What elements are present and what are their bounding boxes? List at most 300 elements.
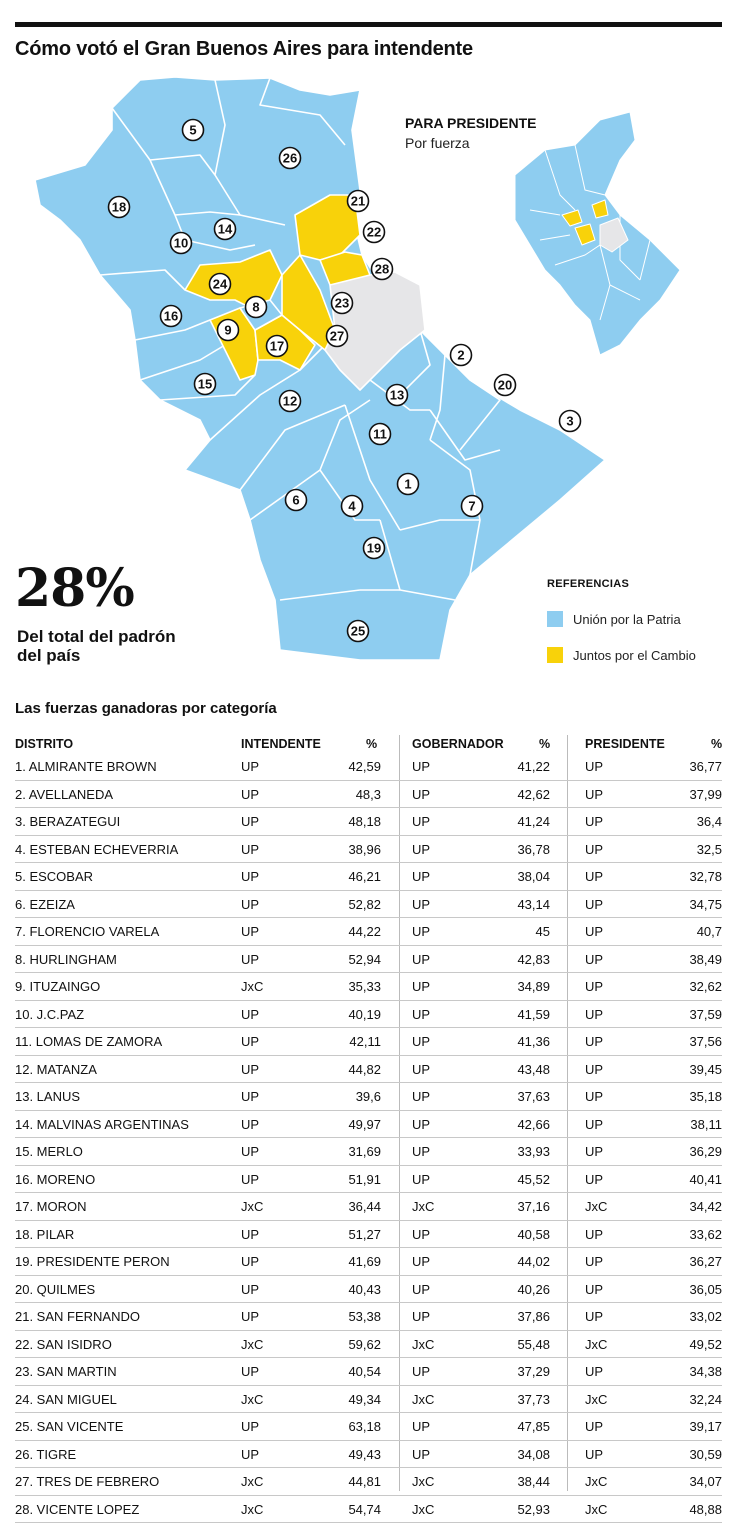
intendente-force-cell: JxC <box>241 1337 263 1352</box>
presidente-force-cell: JxC <box>585 1337 607 1352</box>
gobernador-force-cell: UP <box>412 897 430 912</box>
gobernador-force-cell: UP <box>412 1172 430 1187</box>
gobernador-pct-cell: 38,44 <box>460 1474 550 1489</box>
gobernador-force-cell: JxC <box>412 1392 434 1407</box>
presidente-pct-cell: 32,78 <box>632 869 722 884</box>
district-marker-14 <box>215 219 236 240</box>
district-marker-12 <box>280 391 301 412</box>
presidente-force-cell: UP <box>585 1117 603 1132</box>
presidente-pct-cell: 40,41 <box>632 1172 722 1187</box>
intendente-pct-cell: 48,18 <box>291 814 381 829</box>
district-cell: 28. VICENTE LOPEZ <box>15 1502 139 1517</box>
presidente-force-cell: UP <box>585 924 603 939</box>
intendente-force-cell: UP <box>241 1007 259 1022</box>
gobernador-force-cell: JxC <box>412 1474 434 1489</box>
intendente-pct-cell: 49,43 <box>291 1447 381 1462</box>
presidente-pct-cell: 38,11 <box>632 1117 722 1132</box>
gobernador-force-cell: UP <box>412 1089 430 1104</box>
presidente-pct-cell: 40,7 <box>632 924 722 939</box>
district-cell: 18. PILAR <box>15 1227 74 1242</box>
district-cell: 4. ESTEBAN ECHEVERRIA <box>15 842 178 857</box>
intendente-pct-cell: 63,18 <box>291 1419 381 1434</box>
district-marker-label: 25 <box>351 624 365 639</box>
intendente-pct-cell: 52,94 <box>291 952 381 967</box>
gobernador-force-cell: UP <box>412 787 430 802</box>
intendente-force-cell: UP <box>241 1419 259 1434</box>
table-header <box>15 735 722 753</box>
district-marker-label: 4 <box>348 499 356 514</box>
inset-sublabel: Por fuerza <box>405 135 470 151</box>
intendente-pct-cell: 40,54 <box>291 1364 381 1379</box>
gobernador-pct-cell: 40,58 <box>460 1227 550 1242</box>
district-marker-label: 15 <box>198 377 212 392</box>
table-row <box>15 808 722 836</box>
gobernador-force-cell: UP <box>412 1007 430 1022</box>
intendente-pct-cell: 46,21 <box>291 869 381 884</box>
district-cell: 19. PRESIDENTE PERON <box>15 1254 170 1269</box>
district-marker-8 <box>246 297 267 318</box>
district-cell: 22. SAN ISIDRO <box>15 1337 112 1352</box>
gobernador-force-cell: UP <box>412 979 430 994</box>
gobernador-pct-cell: 42,83 <box>460 952 550 967</box>
presidente-force-cell: JxC <box>585 1392 607 1407</box>
gobernador-force-cell: UP <box>412 869 430 884</box>
district-marker-label: 13 <box>390 388 404 403</box>
intendente-force-cell: UP <box>241 814 259 829</box>
gobernador-pct-cell: 38,04 <box>460 869 550 884</box>
intendente-pct-cell: 51,27 <box>291 1227 381 1242</box>
district-marker-16 <box>161 306 182 327</box>
district-marker-label: 26 <box>283 151 297 166</box>
district-marker-label: 17 <box>270 339 284 354</box>
table-row <box>15 1056 722 1084</box>
district-cell: 20. QUILMES <box>15 1282 95 1297</box>
district-cell: 3. BERAZATEGUI <box>15 814 120 829</box>
presidente-force-cell: UP <box>585 1419 603 1434</box>
gobernador-pct-cell: 37,16 <box>460 1199 550 1214</box>
district-cell: 24. SAN MIGUEL <box>15 1392 117 1407</box>
district-marker-label: 21 <box>351 194 365 209</box>
intendente-force-cell: UP <box>241 1144 259 1159</box>
gobernador-pct-cell: 42,66 <box>460 1117 550 1132</box>
presidente-force-cell: JxC <box>585 1502 607 1517</box>
headline-value: 28% <box>15 558 134 619</box>
district-cell: 14. MALVINAS ARGENTINAS <box>15 1117 189 1132</box>
presidente-pct-cell: 32,5 <box>632 842 722 857</box>
gobernador-force-cell: UP <box>412 1034 430 1049</box>
gobernador-pct-cell: 36,78 <box>460 842 550 857</box>
presidente-force-cell: UP <box>585 1172 603 1187</box>
table-row <box>15 973 722 1001</box>
district-cell: 5. ESCOBAR <box>15 869 93 884</box>
presidente-pct-cell: 33,62 <box>632 1227 722 1242</box>
gobernador-pct-cell: 41,36 <box>460 1034 550 1049</box>
table-body <box>15 753 722 1523</box>
intendente-pct-cell: 39,6 <box>291 1089 381 1104</box>
district-cell: 15. MERLO <box>15 1144 83 1159</box>
district-marker-18 <box>109 197 130 218</box>
presidente-force-cell: JxC <box>585 1474 607 1489</box>
table-row <box>15 946 722 974</box>
intendente-force-cell: UP <box>241 1227 259 1242</box>
gobernador-pct-cell: 41,59 <box>460 1007 550 1022</box>
table-row <box>15 1358 722 1386</box>
gobernador-pct-cell: 37,73 <box>460 1392 550 1407</box>
presidente-pct-cell: 37,99 <box>632 787 722 802</box>
intendente-force-cell: JxC <box>241 979 263 994</box>
results-table <box>15 735 722 1523</box>
district-marker-label: 1 <box>404 477 411 492</box>
presidente-force-cell: UP <box>585 1007 603 1022</box>
gobernador-force-cell: UP <box>412 759 430 774</box>
district-cell: 6. EZEIZA <box>15 897 75 912</box>
table-row <box>15 1248 722 1276</box>
table-row <box>15 1221 722 1249</box>
presidente-force-cell: UP <box>585 1254 603 1269</box>
district-marker-4 <box>342 496 363 517</box>
table-row <box>15 891 722 919</box>
district-marker-19 <box>364 538 385 559</box>
district-marker-2 <box>451 345 472 366</box>
intendente-force-cell: JxC <box>241 1199 263 1214</box>
intendente-force-cell: UP <box>241 1117 259 1132</box>
gobernador-force-cell: UP <box>412 842 430 857</box>
gobernador-force-cell: UP <box>412 1062 430 1077</box>
district-cell: 7. FLORENCIO VARELA <box>15 924 159 939</box>
gobernador-pct-cell: 37,29 <box>460 1364 550 1379</box>
district-marker-23 <box>332 293 353 314</box>
gobernador-force-cell: UP <box>412 1254 430 1269</box>
presidente-force-cell: UP <box>585 814 603 829</box>
header-gobernador: GOBERNADOR <box>412 737 504 751</box>
district-marker-label: 14 <box>218 222 233 237</box>
presidente-pct-cell: 36,4 <box>632 814 722 829</box>
presidente-pct-cell: 39,17 <box>632 1419 722 1434</box>
table-row <box>15 1441 722 1469</box>
presidente-pct-cell: 36,29 <box>632 1144 722 1159</box>
district-marker-label: 28 <box>375 262 389 277</box>
district-marker-7 <box>462 496 483 517</box>
presidente-force-cell: UP <box>585 1282 603 1297</box>
presidente-force-cell: UP <box>585 869 603 884</box>
header-intendente: INTENDENTE <box>241 737 321 751</box>
presidente-pct-cell: 34,38 <box>632 1364 722 1379</box>
district-cell: 23. SAN MARTIN <box>15 1364 117 1379</box>
intendente-force-cell: UP <box>241 869 259 884</box>
district-marker-20 <box>495 375 516 396</box>
intendente-force-cell: UP <box>241 1089 259 1104</box>
gobernador-pct-cell: 37,63 <box>460 1089 550 1104</box>
district-marker-15 <box>195 374 216 395</box>
presidente-pct-cell: 49,52 <box>632 1337 722 1352</box>
district-cell: 9. ITUZAINGO <box>15 979 100 994</box>
gobernador-pct-cell: 52,93 <box>460 1502 550 1517</box>
gobernador-pct-cell: 40,26 <box>460 1282 550 1297</box>
gobernador-force-cell: UP <box>412 814 430 829</box>
headline-caption: Del total del padrón del país <box>17 627 177 665</box>
intendente-pct-cell: 35,33 <box>291 979 381 994</box>
district-cell: 8. HURLINGHAM <box>15 952 117 967</box>
presidente-pct-cell: 32,62 <box>632 979 722 994</box>
district-cell: 27. TRES DE FEBRERO <box>15 1474 159 1489</box>
district-marker-26 <box>280 148 301 169</box>
table-row <box>15 1276 722 1304</box>
presidente-force-cell: UP <box>585 842 603 857</box>
presidente-force-cell: UP <box>585 1062 603 1077</box>
district-marker-label: 22 <box>367 225 381 240</box>
presidente-pct-cell: 36,27 <box>632 1254 722 1269</box>
district-marker-22 <box>364 222 385 243</box>
gobernador-force-cell: UP <box>412 1309 430 1324</box>
presidente-force-cell: UP <box>585 787 603 802</box>
intendente-pct-cell: 31,69 <box>291 1144 381 1159</box>
district-marker-5 <box>183 120 204 141</box>
presidente-pct-cell: 37,59 <box>632 1007 722 1022</box>
district-marker-9 <box>218 320 239 341</box>
intendente-pct-cell: 44,82 <box>291 1062 381 1077</box>
district-marker-25 <box>348 621 369 642</box>
presidente-force-cell: UP <box>585 1447 603 1462</box>
district-marker-28 <box>372 259 393 280</box>
table-row <box>15 918 722 946</box>
gobernador-pct-cell: 37,86 <box>460 1309 550 1324</box>
table-row <box>15 1001 722 1029</box>
legend-title: REFERENCIAS <box>547 578 629 590</box>
legend-swatch-up <box>547 611 563 627</box>
district-marker-17 <box>267 336 288 357</box>
gobernador-force-cell: UP <box>412 1364 430 1379</box>
district-marker-10 <box>171 233 192 254</box>
intendente-pct-cell: 49,97 <box>291 1117 381 1132</box>
table-row <box>15 1166 722 1194</box>
intendente-force-cell: UP <box>241 1172 259 1187</box>
presidente-force-cell: UP <box>585 952 603 967</box>
gobernador-force-cell: UP <box>412 952 430 967</box>
table-row <box>15 863 722 891</box>
presidente-pct-cell: 30,59 <box>632 1447 722 1462</box>
district-marker-label: 18 <box>112 200 126 215</box>
presidente-pct-cell: 33,02 <box>632 1309 722 1324</box>
header-presidente: PRESIDENTE <box>585 737 665 751</box>
intendente-force-cell: UP <box>241 1282 259 1297</box>
header-pct: % <box>539 737 550 751</box>
table-row <box>15 1083 722 1111</box>
presidente-pct-cell: 36,05 <box>632 1282 722 1297</box>
district-cell: 2. AVELLANEDA <box>15 787 113 802</box>
district-marker-label: 24 <box>213 277 228 292</box>
gobernador-force-cell: UP <box>412 1144 430 1159</box>
intendente-force-cell: UP <box>241 1364 259 1379</box>
table-row <box>15 1193 722 1221</box>
table-row <box>15 1303 722 1331</box>
legend-label-up: Unión por la Patria <box>573 612 681 627</box>
gobernador-force-cell: JxC <box>412 1337 434 1352</box>
intendente-pct-cell: 38,96 <box>291 842 381 857</box>
district-marker-3 <box>560 411 581 432</box>
intendente-force-cell: UP <box>241 1309 259 1324</box>
intendente-force-cell: JxC <box>241 1502 263 1517</box>
intendente-pct-cell: 54,74 <box>291 1502 381 1517</box>
presidente-pct-cell: 37,56 <box>632 1034 722 1049</box>
intendente-force-cell: JxC <box>241 1474 263 1489</box>
gobernador-pct-cell: 33,93 <box>460 1144 550 1159</box>
district-cell: 26. TIGRE <box>15 1447 76 1462</box>
page-title: Cómo votó el Gran Buenos Aires para intendente <box>15 38 473 61</box>
presidente-force-cell: UP <box>585 897 603 912</box>
intendente-force-cell: UP <box>241 842 259 857</box>
table-row <box>15 1111 722 1139</box>
table-row <box>15 781 722 809</box>
presidente-force-cell: UP <box>585 759 603 774</box>
inset-label: PARA PRESIDENTE <box>405 115 536 131</box>
intendente-pct-cell: 59,62 <box>291 1337 381 1352</box>
intendente-force-cell: UP <box>241 1447 259 1462</box>
intendente-pct-cell: 48,3 <box>291 787 381 802</box>
intendente-pct-cell: 49,34 <box>291 1392 381 1407</box>
gobernador-force-cell: UP <box>412 1419 430 1434</box>
intendente-pct-cell: 42,59 <box>291 759 381 774</box>
district-marker-11 <box>370 424 391 445</box>
district-cell: 1. ALMIRANTE BROWN <box>15 759 157 774</box>
district-marker-label: 7 <box>468 499 475 514</box>
district-cell: 11. LOMAS DE ZAMORA <box>15 1034 162 1049</box>
gobernador-force-cell: UP <box>412 924 430 939</box>
district-marker-label: 16 <box>164 309 178 324</box>
table-row <box>15 1138 722 1166</box>
presidente-force-cell: UP <box>585 1144 603 1159</box>
gobernador-pct-cell: 41,22 <box>460 759 550 774</box>
presidente-pct-cell: 34,42 <box>632 1199 722 1214</box>
presidente-force-cell: UP <box>585 1309 603 1324</box>
presidente-pct-cell: 38,49 <box>632 952 722 967</box>
intendente-force-cell: UP <box>241 1034 259 1049</box>
district-marker-label: 19 <box>367 541 381 556</box>
district-marker-24 <box>210 274 231 295</box>
gobernador-pct-cell: 45 <box>460 924 550 939</box>
presidente-force-cell: UP <box>585 979 603 994</box>
district-marker-label: 20 <box>498 378 512 393</box>
district-cell: 13. LANUS <box>15 1089 80 1104</box>
district-cell: 16. MORENO <box>15 1172 95 1187</box>
inset-map <box>515 112 680 355</box>
district-marker-label: 11 <box>373 427 387 442</box>
legend-label-jxc: Juntos por el Cambio <box>573 648 696 663</box>
district-marker-label: 6 <box>292 493 299 508</box>
table-title: Las fuerzas ganadoras por categoría <box>15 700 277 717</box>
intendente-pct-cell: 40,19 <box>291 1007 381 1022</box>
district-marker-label: 5 <box>189 123 196 138</box>
gobernador-force-cell: UP <box>412 1117 430 1132</box>
gobernador-force-cell: UP <box>412 1447 430 1462</box>
gobernador-pct-cell: 42,62 <box>460 787 550 802</box>
intendente-force-cell: UP <box>241 952 259 967</box>
header-pct: % <box>711 737 722 751</box>
intendente-force-cell: JxC <box>241 1392 263 1407</box>
presidente-pct-cell: 39,45 <box>632 1062 722 1077</box>
district-marker-label: 8 <box>252 300 259 315</box>
district-marker-label: 12 <box>283 394 297 409</box>
legend-item-jxc <box>547 647 696 663</box>
district-cell: 10. J.C.PAZ <box>15 1007 84 1022</box>
gobernador-force-cell: UP <box>412 1227 430 1242</box>
legend-swatch-jxc <box>547 647 563 663</box>
presidente-force-cell: JxC <box>585 1199 607 1214</box>
district-marker-1 <box>398 474 419 495</box>
presidente-force-cell: UP <box>585 1034 603 1049</box>
table-row <box>15 1331 722 1359</box>
intendente-pct-cell: 52,82 <box>291 897 381 912</box>
table-row <box>15 753 722 781</box>
intendente-pct-cell: 53,38 <box>291 1309 381 1324</box>
gobernador-pct-cell: 34,08 <box>460 1447 550 1462</box>
gobernador-force-cell: JxC <box>412 1199 434 1214</box>
district-marker-label: 27 <box>330 329 344 344</box>
intendente-pct-cell: 51,91 <box>291 1172 381 1187</box>
intendente-pct-cell: 44,22 <box>291 924 381 939</box>
table-row <box>15 836 722 864</box>
district-marker-13 <box>387 385 408 406</box>
intendente-pct-cell: 41,69 <box>291 1254 381 1269</box>
presidente-pct-cell: 34,75 <box>632 897 722 912</box>
presidente-pct-cell: 32,24 <box>632 1392 722 1407</box>
header-pct: % <box>366 737 377 751</box>
district-cell: 25. SAN VICENTE <box>15 1419 123 1434</box>
presidente-pct-cell: 36,77 <box>632 759 722 774</box>
district-marker-label: 10 <box>174 236 188 251</box>
district-marker-6 <box>286 490 307 511</box>
gobernador-pct-cell: 34,89 <box>460 979 550 994</box>
presidente-force-cell: UP <box>585 1227 603 1242</box>
intendente-pct-cell: 44,81 <box>291 1474 381 1489</box>
district-marker-label: 3 <box>566 414 573 429</box>
district-marker-label: 2 <box>457 348 464 363</box>
intendente-force-cell: UP <box>241 924 259 939</box>
district-marker-21 <box>348 191 369 212</box>
district-cell: 12. MATANZA <box>15 1062 97 1077</box>
district-cell: 21. SAN FERNANDO <box>15 1309 140 1324</box>
district-marker-label: 23 <box>335 296 349 311</box>
table-row <box>15 1468 722 1496</box>
intendente-pct-cell: 40,43 <box>291 1282 381 1297</box>
district-cell: 17. MORON <box>15 1199 87 1214</box>
table-row <box>15 1386 722 1414</box>
legend-item-up <box>547 611 681 627</box>
gobernador-pct-cell: 44,02 <box>460 1254 550 1269</box>
gobernador-pct-cell: 47,85 <box>460 1419 550 1434</box>
presidente-pct-cell: 34,07 <box>632 1474 722 1489</box>
presidente-pct-cell: 48,88 <box>632 1502 722 1517</box>
presidente-force-cell: UP <box>585 1364 603 1379</box>
gobernador-pct-cell: 43,14 <box>460 897 550 912</box>
gobernador-pct-cell: 41,24 <box>460 814 550 829</box>
intendente-force-cell: UP <box>241 1062 259 1077</box>
gobernador-force-cell: UP <box>412 1282 430 1297</box>
gobernador-pct-cell: 45,52 <box>460 1172 550 1187</box>
intendente-force-cell: UP <box>241 787 259 802</box>
intendente-force-cell: UP <box>241 897 259 912</box>
intendente-force-cell: UP <box>241 759 259 774</box>
gobernador-force-cell: JxC <box>412 1502 434 1517</box>
intendente-pct-cell: 42,11 <box>291 1034 381 1049</box>
gobernador-pct-cell: 43,48 <box>460 1062 550 1077</box>
intendente-pct-cell: 36,44 <box>291 1199 381 1214</box>
presidente-force-cell: UP <box>585 1089 603 1104</box>
table-row <box>15 1028 722 1056</box>
table-row <box>15 1413 722 1441</box>
presidente-pct-cell: 35,18 <box>632 1089 722 1104</box>
gobernador-pct-cell: 55,48 <box>460 1337 550 1352</box>
intendente-force-cell: UP <box>241 1254 259 1269</box>
